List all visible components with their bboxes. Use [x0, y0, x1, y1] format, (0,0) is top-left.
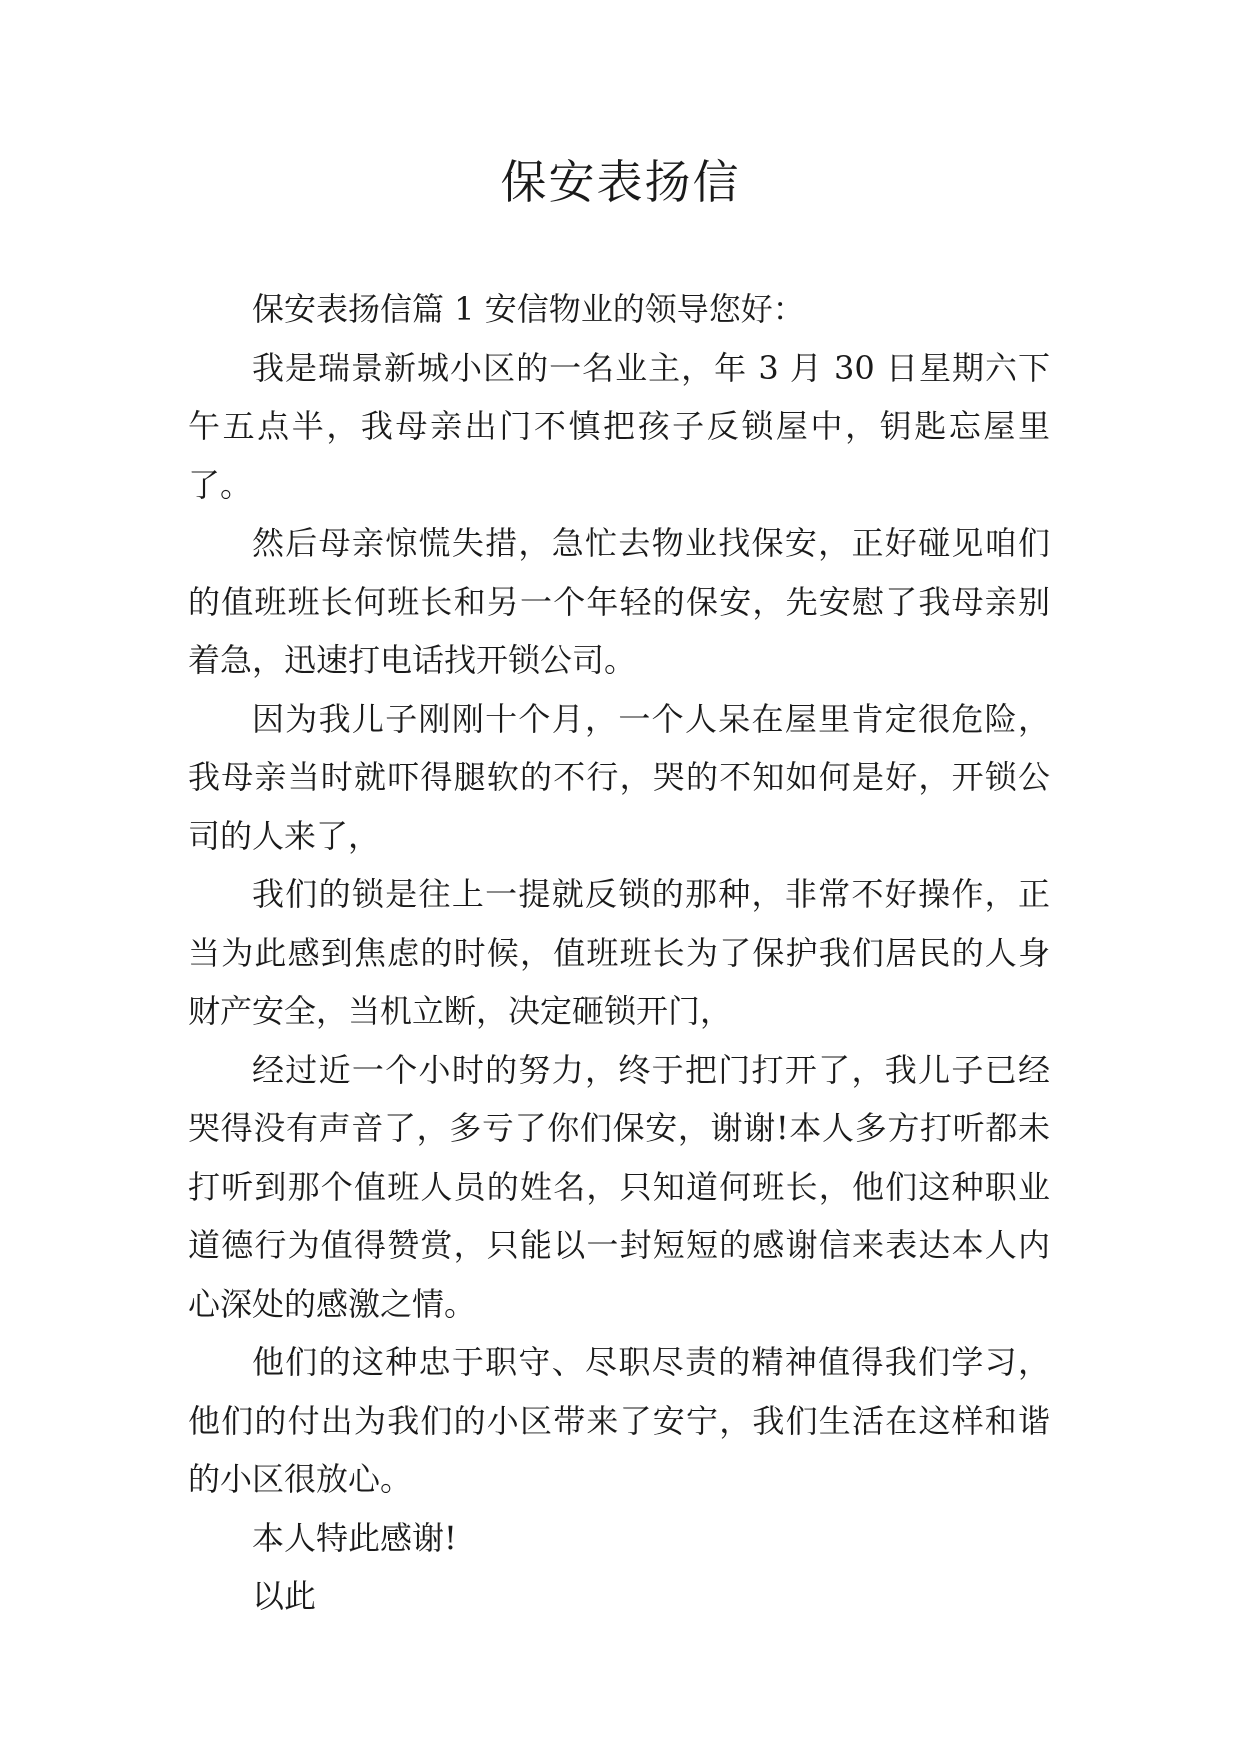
paragraph-decision: 我们的锁是往上一提就反锁的那种，非常不好操作，正当为此感到焦虑的时候，值班班长为了保护我们居民的人身财产安全，当机立断，决定砸锁开门， — [188, 875, 1050, 1030]
paragraph-greeting: 保安表扬信篇 1 安信物业的领导您好： — [252, 290, 805, 328]
paragraph-closing: 以此 — [252, 1577, 317, 1615]
paragraph-rescue: 经过近一个小时的努力，终于把门打开了，我儿子已经哭得没有声音了，多亏了你们保安，谢谢!本人多方打听都未打听到那个值班人员的姓名，只知道何班长，他们这种职业道德行为值得赞赏，只能以一封短短的感谢信来表达本人内心深处的感激之情。 — [188, 1050, 1050, 1323]
paragraph-thanks: 本人特此感谢! — [252, 1518, 457, 1557]
letter-body — [188, 280, 1050, 1626]
paragraph-danger: 因为我儿子刚刚十个月，一个人呆在屋里肯定很危险，我母亲当时就吓得腿软的不行，哭的不知如何是好，开锁公司的人来了， — [188, 699, 1050, 855]
paragraph-praise: 他们的这种忠于职守、尽职尽责的精神值得我们学习，他们的付出为我们的小区带来了安宁，我们生活在这样和谐的小区很放心。 — [188, 1343, 1050, 1498]
paragraph-incident: 我是瑞景新城小区的一名业主，年 3 月 30 日星期六下午五点半，我母亲出门不慎把孩子反锁屋中，钥匙忘屋里了。 — [188, 348, 1050, 504]
paragraph-seek-help: 然后母亲惊慌失措，急忙去物业找保安，正好碰见咱们的值班班长何班长和另一个年轻的保安，先安慰了我母亲别着急，迅速打电话找开锁公司。 — [188, 524, 1050, 679]
page-title: 保安表扬信 — [500, 155, 741, 209]
